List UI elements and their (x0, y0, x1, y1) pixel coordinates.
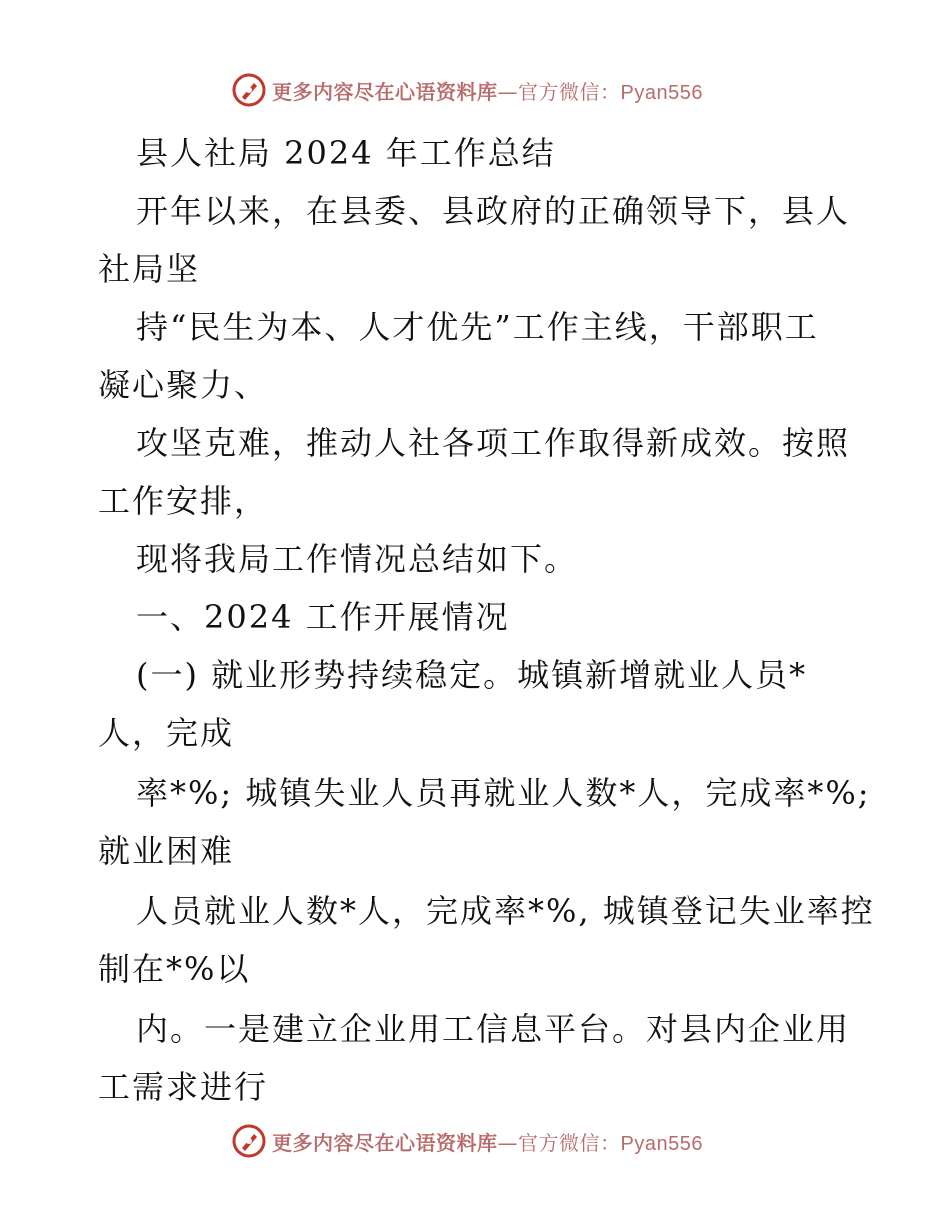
paragraph-line: 制在*%以 (98, 950, 251, 988)
document-title: 县人社局 2024 年工作总结 (136, 134, 556, 172)
paragraph-line: (一) 就业形势持续稳定。城镇新增就业人员* (136, 656, 808, 694)
paragraph-line: 内。一是建立企业用工信息平台。对县内企业用 (136, 1010, 851, 1048)
paragraph-line: 率*%; 城镇失业人员再就业人数*人，完成率*%; (136, 774, 871, 812)
paragraph-line: 人，完成 (98, 714, 235, 752)
banner-main-text: 更多内容尽在心语资料库 (272, 80, 498, 104)
pen-nib-logo-icon (232, 73, 266, 107)
header-banner (0, 70, 950, 110)
paragraph-line: 工作安排， (98, 482, 269, 520)
banner-main-text: 更多内容尽在心语资料库 (272, 1131, 498, 1155)
banner-dash-text: —官方微信： (497, 1131, 621, 1155)
paragraph-line: 社局坚 (98, 250, 201, 288)
paragraph-line: 攻坚克难，推动人社各项工作取得新成效。按照 (136, 424, 851, 462)
paragraph-line: 工需求进行 (98, 1068, 269, 1106)
paragraph-line: 现将我局工作情况总结如下。 (136, 540, 579, 578)
paragraph-line: 开年以来，在县委、县政府的正确领导下，县人 (136, 192, 851, 230)
banner-dash-text: —官方微信： (497, 80, 621, 104)
section-heading: 一、2024 工作开展情况 (136, 598, 510, 636)
banner-wechat-id: Pyan556 (620, 1133, 703, 1155)
paragraph-line: 就业困难 (98, 832, 235, 870)
pen-nib-logo-icon (232, 1124, 266, 1158)
paragraph-line: 凝心聚力、 (98, 366, 269, 404)
footer-banner (0, 1121, 950, 1161)
paragraph-line: 人员就业人数*人，完成率*%, 城镇登记失业率控 (136, 892, 875, 930)
banner-wechat-id: Pyan556 (620, 82, 703, 104)
paragraph-line: 持“民生为本、人才优先”工作主线，干部职工 (136, 308, 819, 346)
